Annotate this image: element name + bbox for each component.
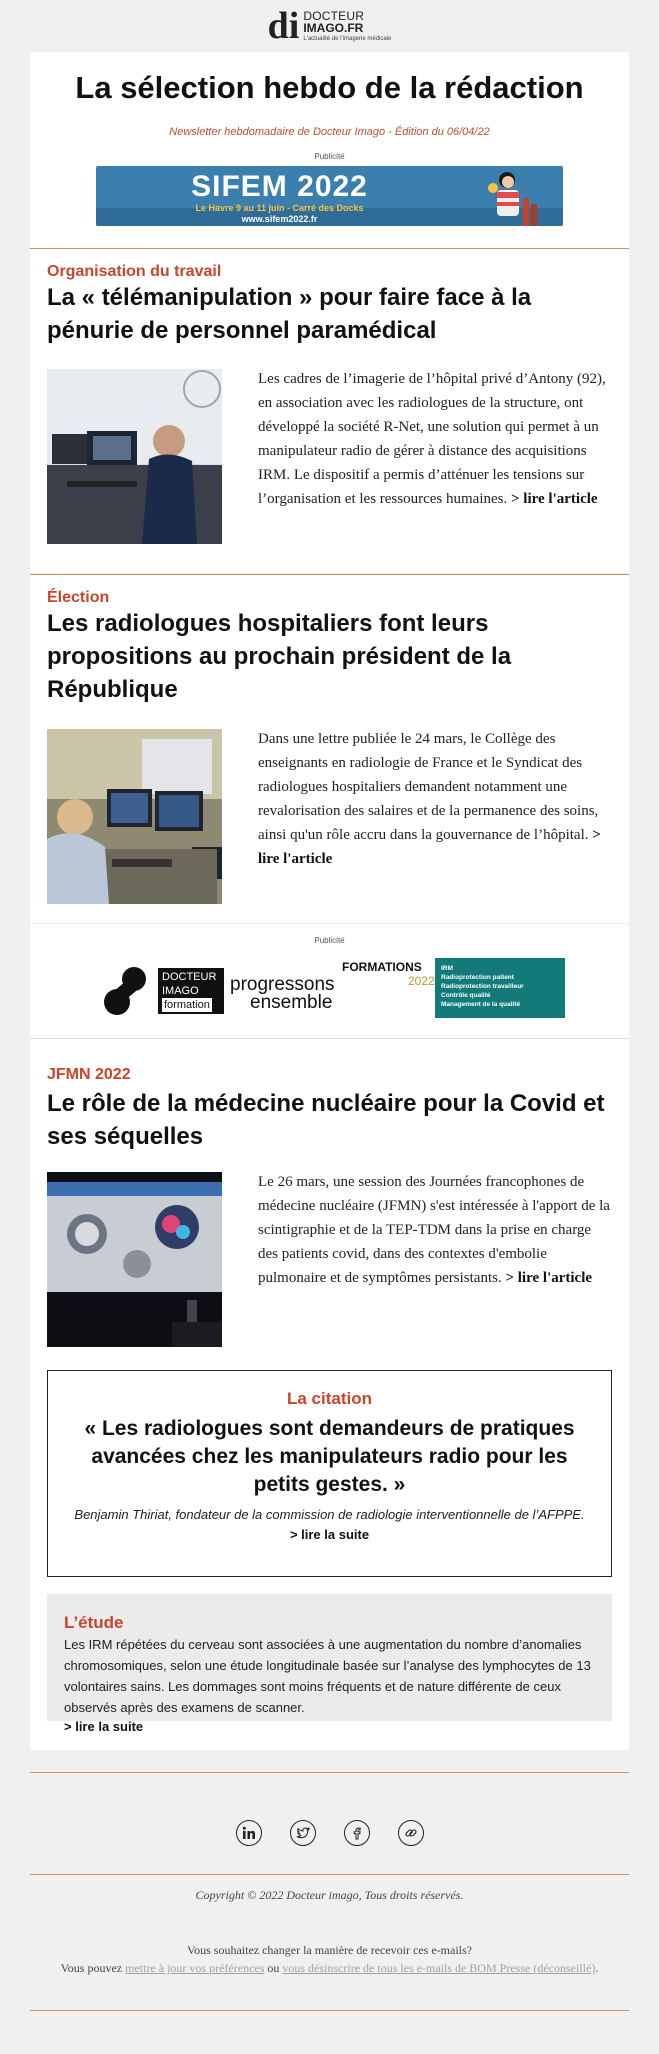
ad-topics-box: IRM Radioprotection patient Radioprotection travailleur Contrôle qualité Management de la qualité (435, 958, 565, 1018)
article-title[interactable]: Le rôle de la médecine nucléaire pour la Covid et ses séquelles (47, 1090, 605, 1150)
update-preferences-link[interactable]: mettre à jour vos préférences (125, 1961, 265, 1975)
linkedin-icon[interactable] (236, 1820, 262, 1846)
ad-formations-label: FORMATIONS (342, 960, 422, 974)
ad-label: Publicité (314, 936, 345, 945)
unsubscribe-link[interactable]: vous désinscrire de tous les e-mails de BOM Presse (déconseillé) (282, 1961, 596, 1975)
quote-label: La citation (286, 1389, 372, 1408)
formation-ad (30, 924, 629, 1038)
article-card-2 (30, 575, 629, 923)
article-card-1 (30, 249, 629, 573)
logo-mark-icon: di (267, 5, 300, 47)
read-more-link[interactable]: > lire la suite (64, 1719, 144, 1734)
article-category[interactable]: Organisation du travail (47, 263, 222, 280)
banner-title: SIFEM 2022 (191, 170, 368, 203)
quote-author: Benjamin Thiriat, fondateur de la commission de radiologie interventionnelle de l’AFPPE. (74, 1507, 585, 1522)
logo-line2: IMAGO.FR (303, 21, 364, 35)
article-body: Les cadres de l’imagerie de l’hôpital privé d’Antony (92), en association avec les radiologues de la structure, ont développé la société R-Net, une solution qui permet à un manipulateur radio de gérer à distance des acquisitions IRM. Le dispositif a permis d’atténuer les tensions sur l’organisation et les ressources humaines. > lire l'article (258, 371, 606, 507)
radiology-workstation-image (47, 369, 222, 544)
separator (30, 1874, 629, 1875)
twitter-icon[interactable] (290, 1820, 316, 1846)
article-category[interactable]: JFMN 2022 (47, 1066, 131, 1083)
formation-logo-icon (102, 966, 152, 1016)
article-photo[interactable] (47, 1172, 222, 1347)
formation-ad-banner[interactable] (102, 958, 562, 1018)
ad-slogan: progressons ensemble (230, 974, 335, 1013)
study-text: Les IRM répétées du cerveau sont associées à une augmentation du nombre d’anomalies chromosomiques, selon une étude longitudinale basée sur l’analyse des lymphocytes de 13 volontaires sains. Les dommages sont moins fréquents et de nature différente de ceux observés après des examens de scanner. (64, 1637, 591, 1715)
study-label: L’étude (64, 1613, 124, 1632)
article-body: Le 26 mars, une session des Journées francophones de médecine nucléaire (JFMN) s'est intéressée à l'apport de la scintigraphie et de la TEP-TDM dans la prise en charge des patients covid, dans des contextes d'embolie pulmonaire et de symptômes persistants. > lire l'article (258, 1174, 610, 1286)
article-photo[interactable] (47, 369, 222, 544)
social-links (30, 1820, 629, 1846)
article-category[interactable]: Élection (47, 589, 110, 606)
docteur-imago-logo[interactable] (268, 7, 392, 45)
article-title[interactable]: La « télémanipulation » pour faire face à la pénurie de personnel paramédical (47, 284, 532, 344)
conference-image (47, 1172, 222, 1347)
quote-text: « Les radiologues sont demandeurs de pratiques avancées chez les manipulateurs radio pour les petits gestes. » (84, 1417, 575, 1496)
study-box (47, 1594, 612, 1734)
read-more-link[interactable]: > lire la suite (289, 1527, 370, 1542)
banner-dates: Le Havre 9 au 11 juin - Carré des Docks (195, 203, 364, 213)
article-card-3 (30, 1039, 629, 1369)
link-icon[interactable] (398, 1820, 424, 1846)
banner-url: www.sifem2022.fr (241, 214, 318, 224)
article-body: Dans une lettre publiée le 24 mars, le Collège des enseignants en radiologie de France et le Syndicat des radiologues hospitaliers demandent notamment une revalorisation des salaires et de la permanence des soins, ainsi qu'un rôle accru dans la gouvernance de l’hôpital. > lire l'article (258, 731, 601, 867)
logo-tagline: L'actualité de l'imagerie médicale (303, 36, 392, 42)
ad-year: 2022 (408, 974, 435, 988)
subscription-management: Vous souhaitez changer la manière de recevoir ces e-mails? Vous pouvez mettre à jour vos préférences ou vous désinscrire de tous les e-mails de BOM Presse (déconseillé). (60, 1943, 599, 1975)
read-more-link[interactable]: > lire l'article (505, 1270, 593, 1286)
read-more-link[interactable]: > lire l'article (258, 827, 601, 867)
quote-box (47, 1370, 612, 1577)
ad-label: Publicité (314, 152, 345, 161)
copyright: Copyright © 2022 Docteur imago, Tous droits réservés. (195, 1888, 464, 1902)
logo-line1: DOCTEUR (303, 9, 365, 23)
docteur-imago-formation-box: DOCTEUR IMAGO formation (158, 968, 224, 1014)
sifem-ad-banner[interactable] (96, 166, 563, 226)
logo-header (0, 0, 659, 52)
edition-subtitle: Newsletter hebdomadaire de Docteur Imago - Édition du 06/04/22 (169, 126, 490, 138)
article-title[interactable]: Les radiologues hospitaliers font leurs propositions au prochain président de la République (47, 610, 512, 703)
facebook-icon[interactable] (344, 1820, 370, 1846)
article-photo[interactable] (47, 729, 222, 904)
read-more-link[interactable]: > lire l'article (511, 491, 598, 507)
separator (30, 2010, 629, 2011)
page-title: La sélection hebdo de la rédaction (75, 70, 584, 105)
separator (30, 1772, 629, 1773)
hero-section (30, 52, 629, 248)
banner-illustration-icon (479, 168, 539, 226)
radiology-screens-image (47, 729, 222, 904)
